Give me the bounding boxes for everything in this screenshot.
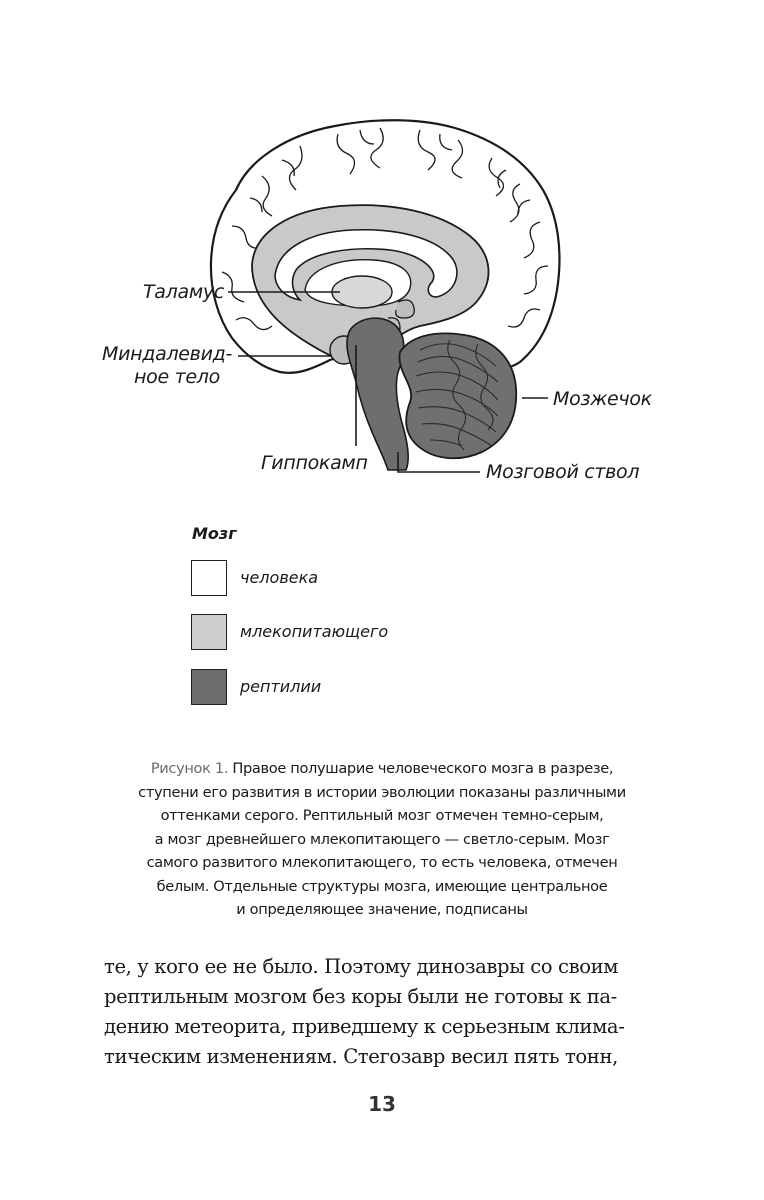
- thalamus-structure: [332, 276, 392, 308]
- body-line-3: дению метеорита, приведшему к серьезным клима-: [104, 1015, 625, 1038]
- caption-line-4: а мозг древнейшего млекопитающего — светло-серым. Мозг: [154, 830, 610, 848]
- legend-swatch-human: [191, 560, 227, 596]
- caption-line-6: белым. Отдельные структуры мозга, имеющие центральное: [156, 877, 608, 895]
- page-number: 13: [368, 1092, 396, 1116]
- legend-title: Мозг: [192, 524, 237, 543]
- brain-diagram: [0, 0, 764, 500]
- label-amygdala-line2: ное тело: [134, 366, 220, 388]
- caption-line-5: самого развитого млекопитающего, то есть человека, отмечен: [146, 854, 618, 871]
- body-line-4: тическим изменениям. Стегозавр весил пять тонн,: [104, 1045, 618, 1068]
- body-line-1: те, у кого ее не было. Поэтому динозавры со своим: [104, 955, 619, 978]
- label-cerebellum: Мозжечок: [553, 388, 652, 410]
- label-thalamus: Таламус: [143, 281, 224, 303]
- legend-swatch-mammal: [191, 614, 227, 650]
- body-line-2: рептильным мозгом без коры были не готовы к па-: [104, 985, 617, 1008]
- legend-swatch-reptile: [191, 669, 227, 705]
- legend-label-mammal: млекопитающего: [240, 622, 389, 641]
- caption-line-2: ступени его развития в истории эволюции показаны различными: [138, 783, 626, 801]
- caption-line-7: и определяющее значение, подписаны: [236, 901, 528, 918]
- legend-label-human: человека: [240, 568, 319, 587]
- caption-line-1-text: Правое полушарие человеческого мозга в разрезе,: [228, 760, 614, 777]
- label-brainstem: Мозговой ствол: [486, 461, 640, 483]
- figure-caption: [104, 757, 660, 922]
- label-hippocampus: Гиппокамп: [261, 452, 368, 474]
- caption-line-1: [104, 757, 660, 781]
- legend-label-reptile: рептилии: [240, 677, 322, 696]
- body-paragraph: [104, 952, 664, 1072]
- caption-prefix: Рисунок 1.: [150, 760, 229, 777]
- cerebellum-structure: [399, 333, 516, 458]
- label-amygdala-line1: Миндалевид-: [102, 343, 233, 365]
- caption-line-3: оттенками серого. Рептильный мозг отмечен темно-серым,: [160, 807, 604, 824]
